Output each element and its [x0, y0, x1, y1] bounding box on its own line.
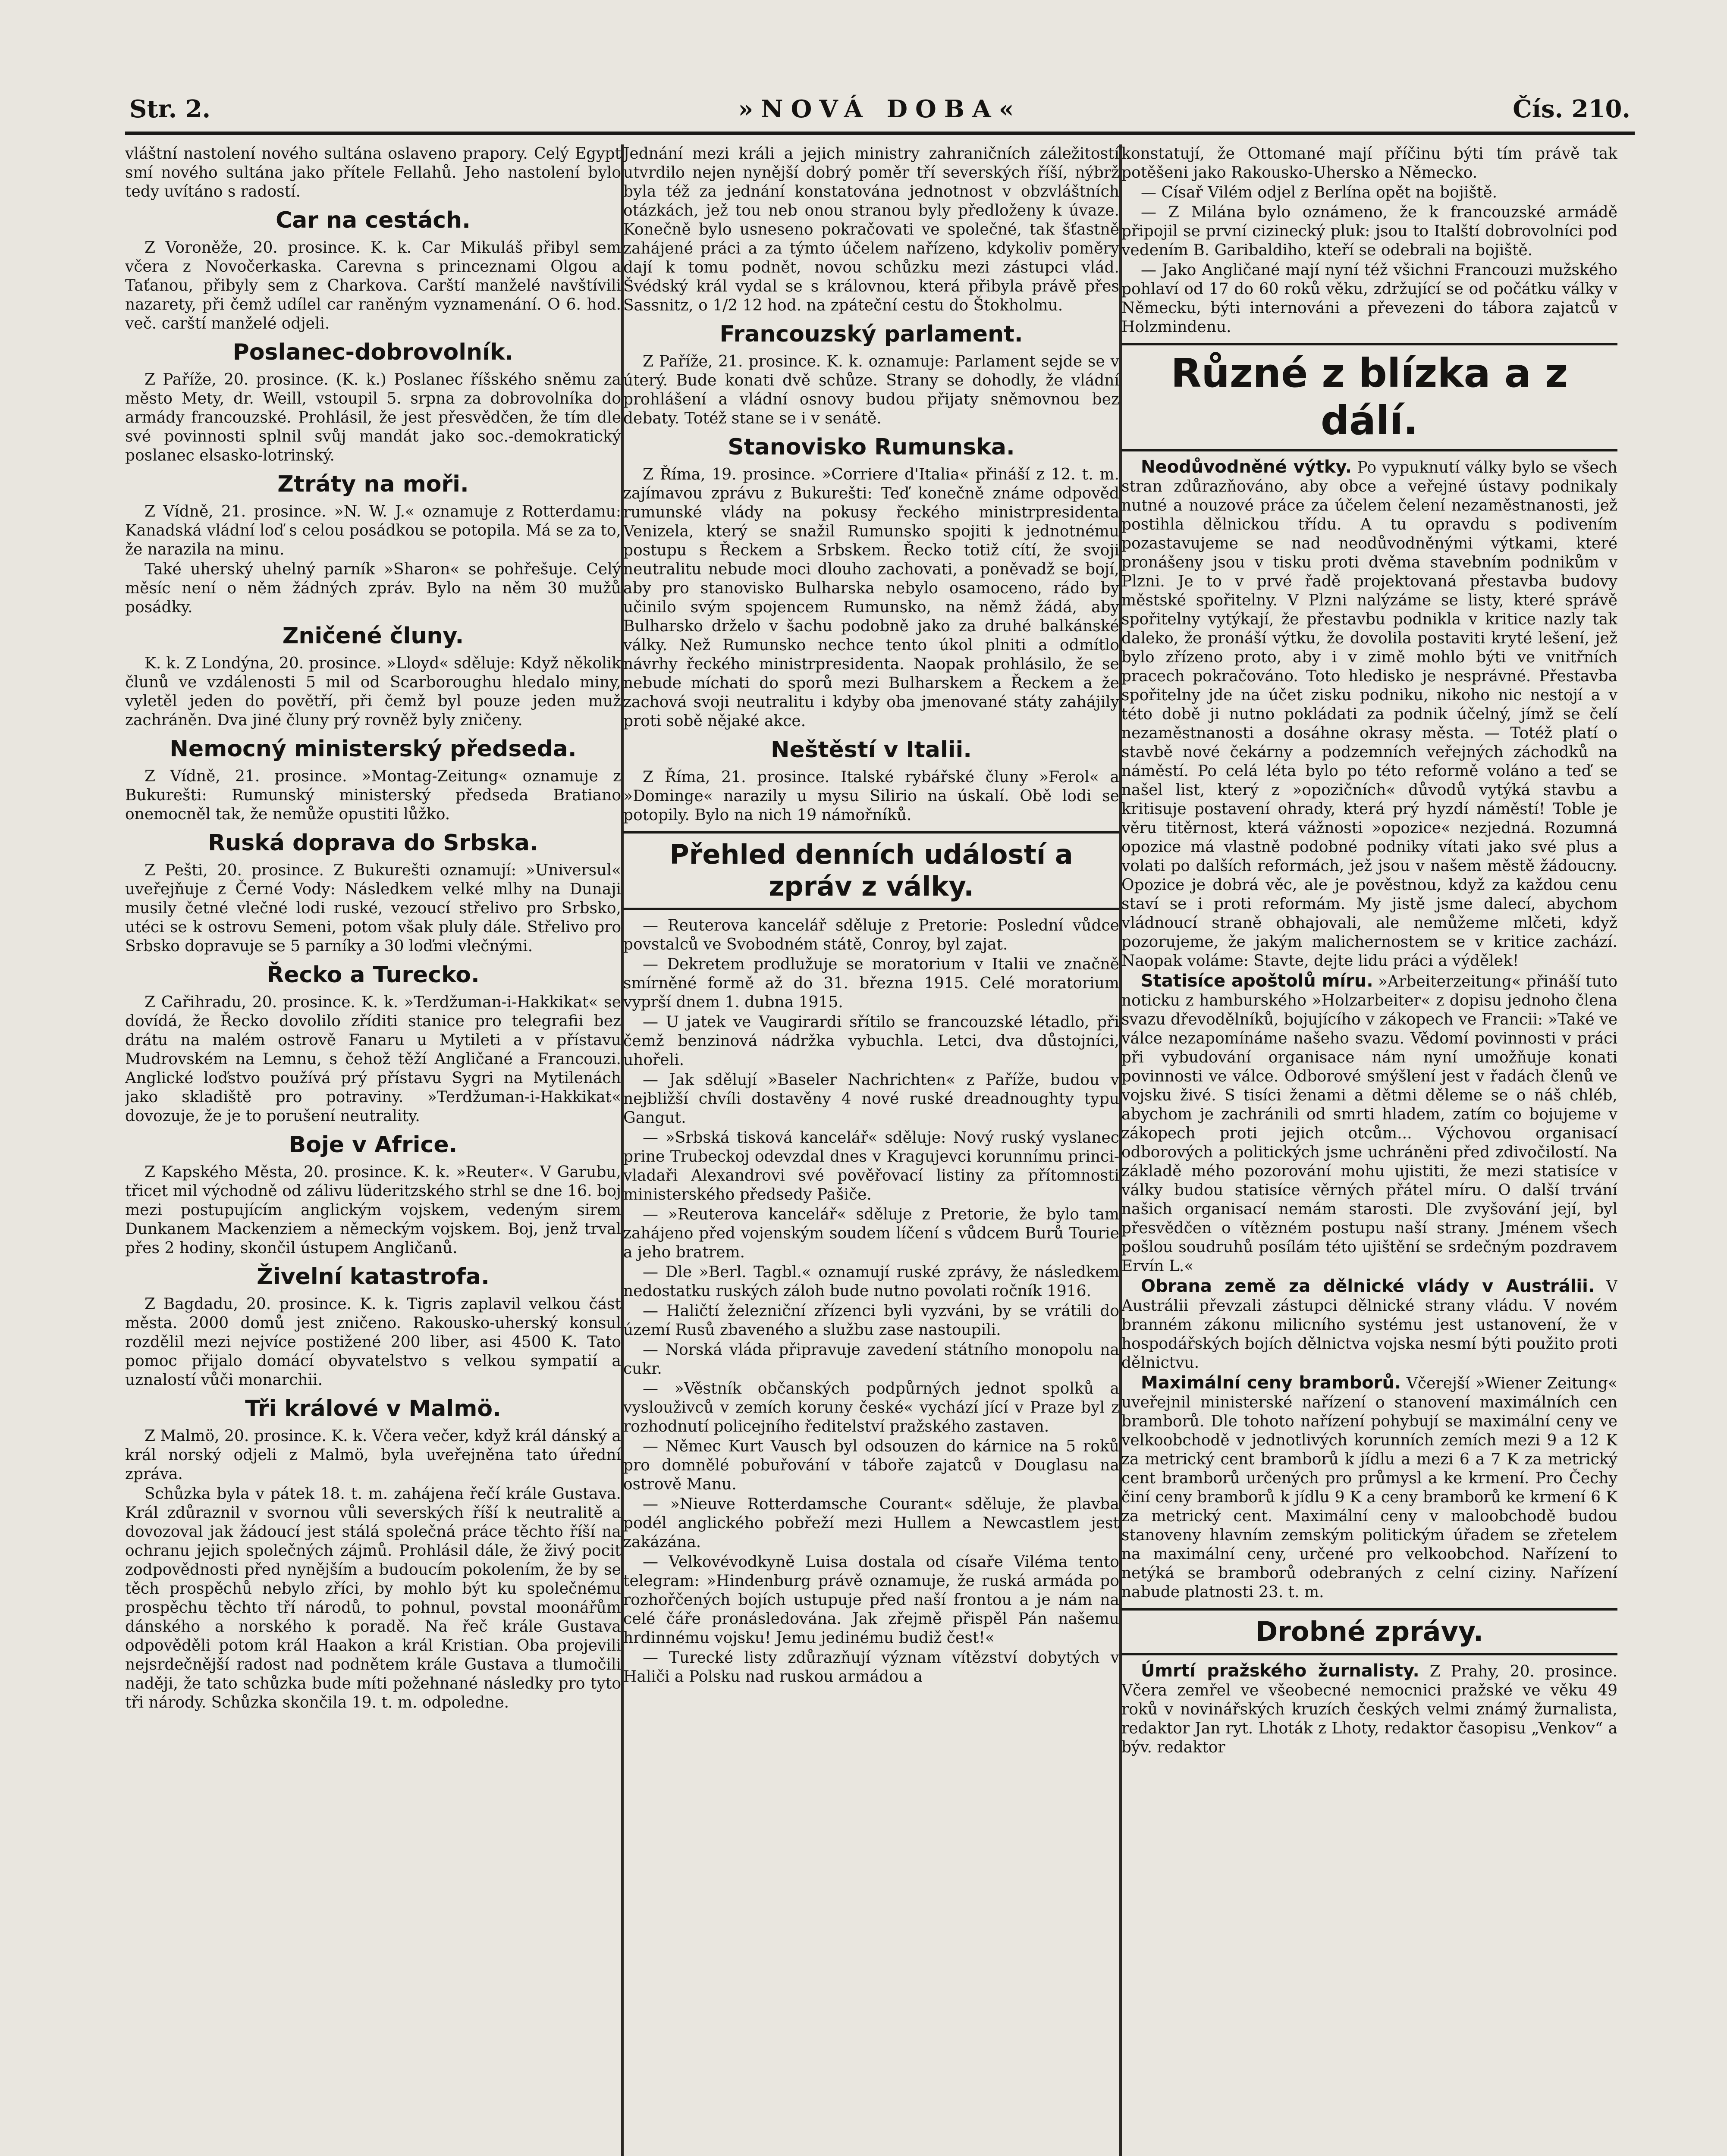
issue-number: Čís. 210.	[1513, 95, 1630, 123]
article-body: V Austrálii převzali zástupci dělnické strany vládu. V novém branném zákonu milicního systému jest ustanovení, že v hospodářských bojích dělnictva vojska nesmí býti použito proti dělnictvu.	[1121, 1278, 1617, 1372]
subheading: Maximální ceny bramborů.	[1141, 1373, 1401, 1393]
news-item: — Turecké listy zdůrazňují význam vítězství dobytých v Haliči a Polsku nad ruskou armádou a	[623, 1649, 1119, 1686]
header-rule	[125, 132, 1635, 135]
headline: Neštěstí v Italii.	[770, 737, 972, 763]
news-item: — Jak sdělují »Baseler Nachrichten« z Paříže, budou v nejbližší chvíli dostavěny 4 nové ruské dreadnoughty typu Gangut.	[623, 1071, 1119, 1127]
headline: Ruská doprava do Srbska.	[208, 830, 538, 856]
article-text: Z Vídně, 21. prosince. »Montag-Zeitung« oznamuje z Bukurešti: Rumunský ministerský předseda Bratiano onemocněl tak, že nemůže opustiti lůžko.	[125, 768, 621, 823]
news-item: — Dle »Berl. Tagbl.« oznamují ruské zprávy, že následkem nedostatku ruských záloh bude nutno povolati ročník 1916.	[623, 1263, 1119, 1300]
article-text	[1121, 971, 1617, 1276]
article-body: »Arbeiterzeitung« přináší tuto noticku z hamburského »Holzarbeiter« z dopisu jednoho člena svazu dřevodělníků, bojujícího v zákopech ve Francii: »Také ve válce nezapomínáme našeho svazu. Vědomí povinnosti v práci při vybudování organisace nám nyní umožňuje konati povinnosti ve válce. Odborové smýšlení jest v řadách členů ve vojsku živé. S tisíci ženami a dětmi děleme se o náš chléb, abychom je zachránili od smrti hladem, zatím co bojujeme v zákopech proti jejich otcům... Výchovou organisací odborových a politických jsme uchráněni před zdivočilostí. Na základě mého pozorování mohu ujistiti, že mezi statisíce v války budou statisíce věrných přátel míru. O další trvání našich organisací nemám starosti. Dle zvyšování její, byl přesvědčen o vítězném postupu naší strany. Jménem všech pošlou soudruhů posílám této ujištění se srdečným pozdravem Ervín L.«	[1121, 973, 1617, 1275]
article-text	[1121, 458, 1617, 971]
article-text: Z Pešti, 20. prosince. Z Bukurešti oznamují: »Universul« uveřejňuje z Černé Vody: Následkem velké mlhy na Dunaji musily četné vlečné lodi ruské, vezoucí střelivo pro Srbsko, utéci se k ostrovu Semeni, potom však pluly dále. Střelivo pro Srbsko dopravuje se 5 parníky a 30 loďmi vlečnými.	[125, 862, 621, 955]
subheading: Obrana země za dělnické vlády v Austrálii.	[1141, 1276, 1595, 1296]
article-body: Po vypuknutí války bylo se všech stran zdůrazňováno, aby obce a veřejné ústavy podnikaly nutné a nouzové práce za účelem čelení nezaměstnanosti, jež postihla dělnickou třídu. A tu opravdu s podivením pozastavujeme se nad neodůvodněnými výtkami, které pronášeny jsou v tisku proti dvěma stavebním podnikům v Plzni. Je to v prvé řadě projektovaná přestavba budovy městské spořitelny. V Plzni nalýzáme se listy, které správě spořitelny vytýkají, že přestavbu podnikla v kritice nazly tak daleko, že pronáší výtku, že dovolila postaviti kryté lešení, jež bylo zřízeno proto, aby i v zimě mohlo býti ve vnitřních pracech pokračováno. Toto hledisko je nesprávné. Přestavba spořitelny jde na účet zisku podniku, nikoho nic nestojí a v této době ji nutno pokládati za podnik účelný, jímž se čelí nezaměstnanosti a dosáhne okrasy města. — Totéž platí o stavbě nové čekárny a podzemních veřejných záchodků na náměstí. Po celá léta bylo po této reformě voláno a teď se našel list, který z »opozičních« důvodů vytýká stavbu a kritisuje postavení ohrady, která prý hyzdí náměstí! Toble je věru titěrnost, která vážnosti »opozice« nezjedná. Rozumná opozice má vlastně podobné podniky vítati jako své plus a volati po dalších reformách, jež jsou v našem městě žádoucny. Opozice je dobrá věc, ale je pověstnou, když za každou cenu staví se i proti reformám. My jistě jsme dalecí, abychom vládnoucí straně obhajovali, ale nemůžeme mlčeti, když pozorujeme, že jakým malichernostem se v kritice zachází. Naopak voláme: Stavte, dejte lidu práci a výdělek!	[1121, 459, 1617, 970]
headline: Poslanec-dobrovolník.	[232, 339, 514, 365]
news-item: — U jatek ve Vaugirardi sřítilo se francouzské létadlo, při čemž benzinová nádržka vybuchla. Letci, dva důstojníci, uhořeli.	[623, 1013, 1119, 1069]
article-body: Z Prahy, 20. prosince. Včera zemřel ve všeobecné nemocnici pražské ve věku 49 roků v novinářských kruzích českých velmi známý žurnalista, redaktor Jan ryt. Lhoták z Lhoty, redaktor časopisu „Venkov“ a býv. redaktor	[1121, 1663, 1617, 1756]
headline: Boje v Africe.	[289, 1132, 458, 1158]
news-item: — Dekretem prodlužuje se moratorium v Italii ve značně smírněné formě až do 31. března 1915. Celé moratorium vyprší dnem 1. dubna 1915.	[623, 956, 1119, 1011]
article-text: Také uherský uhelný parník »Sharon« se pohřešuje. Celý měsíc není o něm žádných zpráv. Bylo na něm 30 mužů posádky.	[125, 561, 621, 616]
headline: Živelní katastrofa.	[257, 1264, 490, 1290]
article-text: Z Kapského Města, 20. prosince. K. k. »Reuter«. V Garubu, třicet mil východně od zálivu lüderitzského strhl se dne 16. boj mezi postupujícím anglickým vojskem, vedeným sirem Dunkanem Mackenziem a německým vojskem. Boj, jenž trval přes 2 hodiny, skončil ústupem Angličanů.	[125, 1163, 621, 1257]
article-text	[1121, 1661, 1617, 1757]
article-text: Schůzka byla v pátek 18. t. m. zahájena řečí krále Gustava. Král zdůraznil v svornou vůli severských říší k neutralitě a dovozoval jak žádoucí jest stálá společná práce těchto říší na ochranu jejich společných zájmů. Prohlásil dále, že živý pocit zodpovědnosti před nynějším a budoucím pokolením, že by se těch prospěchů nebylo zříci, by mohlo být ku společnému prospěchu těchto tří národů, to pohnul, povstal moonářům dánského a norského k poradě. Na řeč krále Gustava odpověděli potom král Haakon a král Kristian. Oba projevili nejsrdečnější radost nad podnětem krále Gustava a tlumočili naději, že tato schůzka bude míti požehnané následky pro tyto tři národy. Schůzka skončila 19. t. m. odpoledne.	[125, 1485, 621, 1711]
subheading: Statisíce apoštolů míru.	[1141, 971, 1373, 991]
news-item: — Haličtí železniční zřízenci byli vyzváni, by se vrátili do území Rusů zbaveného a službu zase nastoupili.	[623, 1302, 1119, 1339]
news-item: — Reuterova kancelář sděluje z Pretorie: Poslední vůdce povstalců ve Svobodném státě, Conroy, byl zajat.	[623, 917, 1119, 953]
section-header-big: Různé z blízka a z dálí.	[1121, 343, 1617, 451]
section-header-box: Přehled denních událostí a zpráv z války.	[623, 831, 1119, 910]
article-text: Z Paříže, 21. prosince. K. k. oznamuje: Parlament sejde se v úterý. Bude konati dvě schůze. Strany se dohodly, že vládní prohlášení a vládní osnovy budou přijaty sněmovnou bez debaty. Totéž stane se i v senátě.	[623, 353, 1119, 427]
headline: Tři králové v Malmö.	[245, 1396, 501, 1422]
news-item: — »Reuterova kancelář« sděluje z Pretorie, že bylo tam zahájeno před vojenským soudem líčení s vůdcem Burů Tourie a jeho bratrem.	[623, 1206, 1119, 1261]
news-item: — Velkovévodkyně Luisa dostala od císaře Viléma tento telegram: »Hindenburg právě oznamuje, že ruská armáda po rozhořčených bojích ustupuje před naší frontou a je nám na celé čáře pronásledována. Jak zřejmě přispěl Pán našemu hrdinnému vojsku! Jemu jedinému budiž čest!«	[623, 1553, 1119, 1647]
news-item: — Císař Vilém odjel z Berlína opět na bojiště.	[1141, 184, 1498, 201]
news-item: — »Srbská tisková kancelář« sděluje: Nový ruský vyslanec prine Trubeckoj odevzdal dnes v Kragujevci korunnímu princi-vladaři Alexandrovi své pověřovací listiny za přítomnosti ministerského předsedy Pašiče.	[623, 1129, 1119, 1203]
article-text: Z Vídně, 21. prosince. »N. W. J.« oznamuje z Rotterdamu: Kanadská vládní loď s celou posádkou se potopila. Má se za to, že narazila na minu.	[125, 503, 621, 558]
headline: Francouzský parlament.	[719, 321, 1023, 347]
article-text: Z Malmö, 20. prosince. K. k. Včera večer, když král dánský a král norský odjeli z Malmö, byla uveřejněna tato úřední zpráva.	[125, 1427, 621, 1483]
article-text: K. k. Z Londýna, 20. prosince. »Lloyd« sděluje: Když několik člunů ve vzdálenosti 5 mil od Scarboroughu hledalo miny, vyletěl jeden do povětří, při čemž byl pouze jeden muž zachráněn. Dva jiné čluny prý rovněž byly zničeny.	[125, 655, 621, 729]
section-header-box: Drobné zprávy.	[1121, 1608, 1617, 1655]
article-continuation: konstatují, že Ottomané mají příčinu býti tím právě tak potěšeni jako Rakousko-Uhersko a Německo.	[1121, 145, 1617, 182]
article-text: Z Říma, 19. prosince. »Corriere d'Italia« přináší z 12. t. m. zajímavou zprávu z Bukurešti: Teď konečně známe odpověď rumunské vlády na pokusy řeckého ministrpresidenta Venizela, který se snažil Rumunsko spojiti k jednotnému postupu s Řeckem a Srbskem. Řecko totiž cítí, že svoji neutralitu nebude moci dlouho zachovati, a poněvadž se bojí, aby pro stanovisko Bulharska nebylo osamoceno, rádo by učinilo svým spojencem Rumunsko, na němž žádá, aby Bulharsko drželo v šachu podobně jako za druhé balkánské války. Než Rumunsko nechce tento úkol plniti a odmítlo návrhy řeckého ministrpresidenta. Naopak prohlásilo, že se nebude míchati do sporů mezi Bulharskem a Řeckem a že zachová svoji neutralitu i kdyby oba jmenované státy zahájily proti sobě nějaké akce.	[623, 466, 1119, 730]
article-continuation: Jednání mezi králi a jejich ministry zahraničních záležitostí utvrdilo nejen nynější dobrý poměr tří severských říší, nýbrž byla též za jednání konstatována jednotnost v obzvláštních otázkách, jež tou neb onou stranou byly předloženy k úvaze. Konečně bylo usneseno pokračovati ve společné, tak šťastně zahájené práci a za týmto účelem nařízeno, kdykoliv poměry dají k tomu podnět, novou schůzku mezi zástupci vlád. Švédský král vydal se s královnou, která přibyla právě přes Sassnitz, o 1/2 12 hod. na zpáteční cestu do Štokholmu.	[623, 145, 1119, 314]
masthead	[125, 91, 1635, 129]
newspaper-title: »NOVÁ DOBA«	[738, 95, 1022, 123]
column-2	[623, 144, 1119, 2156]
subheading: Neodůvodněné výtky.	[1141, 457, 1352, 477]
article-text: Z Paříže, 20. prosince. (K. k.) Poslanec říšského sněmu za město Mety, dr. Weill, vstoupil 5. srpna za dobrovolníka do armády francouzské. Prohlásil, že jest přesvědčen, že tím dle své povinnosti splnil svůj mandát jako soc.-demokratický poslanec elsasko-lotrinský.	[125, 371, 621, 464]
headline: Stanovisko Rumunska.	[728, 434, 1015, 460]
column-3	[1121, 144, 1617, 2156]
column-1	[125, 144, 621, 2156]
news-item: — »Nieuve Rotterdamsche Courant« sděluje, že plavba podél anglického pobřeží mezi Hullem a Newcastlem jest zakázána.	[623, 1495, 1119, 1551]
news-item: — »Věstník občanských podpůrných jednot spolků a vyslouživců v zemích koruny české« vychází jící v Praze byl z rozhodnutí policejního ředitelství pražského zastaven.	[623, 1380, 1119, 1435]
page-number: Str. 2.	[129, 95, 211, 123]
article-text: Z Cařihradu, 20. prosince. K. k. »Terdžuman-i-Hakkikat« se dovídá, že Řecko dovolilo zříditi stanice pro telegrafii bez drátu na malém ostrově Fanaru u Mytileti a v přístavu Mudrovském na Lemnu, s čehož těží Angličané a Francouzi. Anglické loďstvo používá prý přístavu Sygri na Mytilenách jako skladiště pro potraviny. »Terdžuman-i-Hakkikat« dovozuje, že je to porušení neutrality.	[125, 993, 621, 1125]
article-text: Z Voroněže, 20. prosince. K. k. Car Mikuláš přibyl sem včera z Novočerkaska. Carevna s princeznami Olgou a Taťanou, přibyly sem z Charkova. Carští manželé navštívili nazarety, při čemž udílel car raněným vyznamenání. O 6. hod. več. carští manželé odjeli.	[125, 239, 621, 332]
article-continuation: vláštní nastolení nového sultána oslaveno prapory. Celý Egypt smí nového sultána jako přítele Fellahů. Jeho nastolení bylo tedy uvítáno s radostí.	[125, 145, 621, 201]
article-body: Včerejší »Wiener Zeitung« uveřejnil ministerské nařízení o stanovení maximálních cen bramborů. Dle tohoto nařízení pohybují se maximální ceny ve velkoobchodě v jednotlivých korunních zemích mezi 9 a 12 K za metrický cent bramborů k jídlu a mezi 6 a 7 K za metrický cent bramborů určených pro průmysl a ke krmení. Pro Čechy činí ceny bramborů k jídlu 9 K a ceny bramborů ke krmení 6 K za metrický cent. Maximální ceny v maloobchodě budou stanoveny hlavním zemským politickým úřadem se zřetelem na maximální ceny, určené pro velkoobchod. Nařízení to netýká se bramborů odebraných z celní ciziny. Nařízení nabude platnosti 23. t. m.	[1121, 1375, 1617, 1601]
headline: Ztráty na moři.	[277, 471, 469, 497]
headline: Car na cestách.	[276, 207, 471, 233]
news-item: — Němec Kurt Vausch byl odsouzen do kárnice na 5 roků pro domnělé pobuřování v táboře zajatců v Douglasu na ostrově Manu.	[623, 1438, 1119, 1493]
article-text: Z Říma, 21. prosince. Italské rybářské čluny »Ferol« a »Dominge« narazily u mysu Silirio na úskalí. Obě lodi se potopily. Bylo na nich 19 námořníků.	[623, 768, 1119, 824]
headline: Zničené čluny.	[282, 623, 464, 649]
news-item: — Jako Angličané mají nyní též všichni Francouzi mužského pohlaví od 17 do 60 roků věku, zdržující se od počátku války v Německu, býti internováni a převezeni do tábora zajatců v Holzmindenu.	[1121, 261, 1617, 336]
article-text	[1121, 1277, 1617, 1373]
headline: Řecko a Turecko.	[267, 962, 480, 988]
headline: Nemocný ministerský předseda.	[170, 736, 577, 762]
news-item: — Norská vláda připravuje zavedení státního monopolu na cukr.	[623, 1341, 1119, 1378]
article-text: Z Bagdadu, 20. prosince. K. k. Tigris zaplavil velkou část města. 2000 domů jest zničeno. Rakousko-uherský konsul rozdělil mezi nejvíce postižené 200 liber, asi 4500 K. Tato pomoc přijalo domácí obyvatelstvo s velkou sympatií a uznalostí vůči monarchii.	[125, 1295, 621, 1389]
subheading: Úmrtí pražského žurnalisty.	[1141, 1661, 1419, 1681]
news-item: — Z Milána bylo oznámeno, že k francouzské armádě připojil se první cizinecký pluk: jsou to Italští dobrovolníci pod vedením B. Garibaldiho, kteří se odebrali na bojiště.	[1121, 204, 1617, 259]
article-text	[1121, 1373, 1617, 1602]
